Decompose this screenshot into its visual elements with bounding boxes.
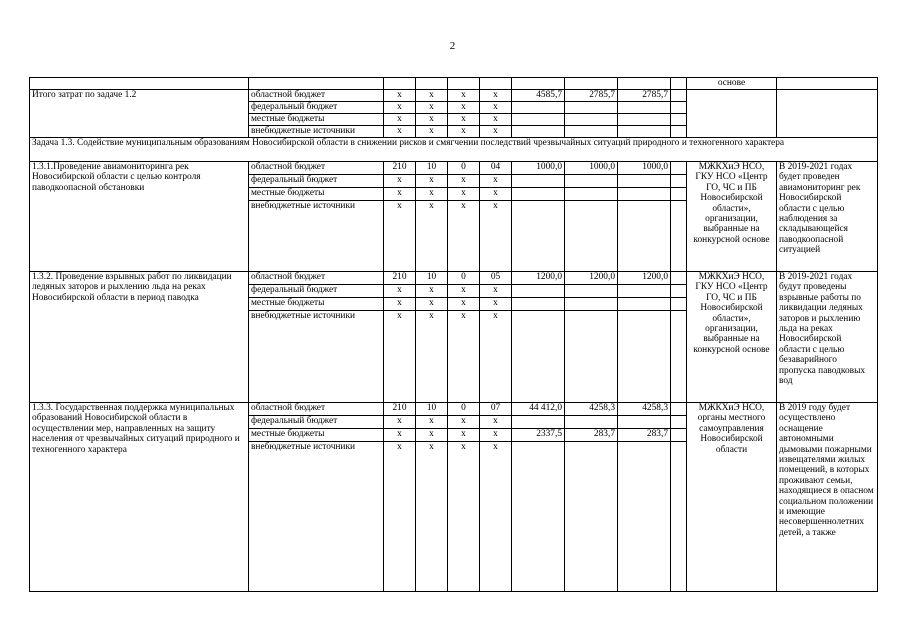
table-cell (384, 78, 416, 90)
total-label: Итого затрат по задаче 1.2 (30, 90, 249, 138)
source-cell: областной бюджет (249, 403, 384, 416)
table-row (30, 403, 878, 416)
budget-table (29, 77, 878, 592)
amount-cell (512, 416, 565, 429)
table-cell (671, 126, 687, 138)
amount-cell (565, 416, 618, 429)
amount-cell: 2785,7 (618, 90, 671, 102)
table-cell (671, 175, 687, 188)
table-cell (671, 114, 687, 126)
code-cell: х (416, 429, 448, 442)
code-cell: х (480, 175, 512, 188)
amount-cell (618, 114, 671, 126)
measure-name: 1.3.2. Проведение взрывных работ по ликвидации ледяных заторов и рыхлению льда на реках Новосибирской области в период паводка (30, 272, 249, 403)
code-cell: х (480, 188, 512, 201)
amount-cell (512, 188, 565, 201)
page-number: 2 (449, 40, 456, 52)
amount-cell: 4585,7 (512, 90, 565, 102)
source-cell: внебюджетные источники (249, 442, 384, 592)
amount-cell (565, 298, 618, 311)
code-cell: х (384, 175, 416, 188)
code-cell: х (480, 114, 512, 126)
table-row (30, 90, 878, 102)
table-cell (687, 90, 777, 138)
code-cell: х (416, 188, 448, 201)
amount-cell: 44 412,0 (512, 403, 565, 416)
amount-cell (512, 298, 565, 311)
amount-cell (618, 311, 671, 403)
code-cell: 210 (384, 162, 416, 175)
measure-name: 1.3.3. Государственная поддержка муниципальных образований Новосибирской области в осуществлении мер, направленных на защиту населения от чрезвычайных ситуаций природного и техногенного характера (30, 403, 249, 592)
table-cell (416, 78, 448, 90)
amount-cell (512, 442, 565, 592)
code-cell: х (416, 201, 448, 272)
amount-cell (565, 201, 618, 272)
code-cell: х (416, 416, 448, 429)
amount-cell: 1200,0 (512, 272, 565, 285)
code-cell: х (416, 102, 448, 114)
code-cell: х (480, 102, 512, 114)
code-cell: х (416, 90, 448, 102)
source-cell: федеральный бюджет (249, 175, 384, 188)
amount-cell: 1000,0 (565, 162, 618, 175)
amount-cell (618, 126, 671, 138)
responsible-cell: МЖКХиЭ НСО, ГКУ НСО «Центр ГО, ЧС и ПБ Новосибирской области», организации, выбранные на конкурсной основе (687, 162, 777, 272)
responsible-cell: МЖКХиЭ НСО, ГКУ НСО «Центр ГО, ЧС и ПБ Новосибирской области», организации, выбранные на конкурсной основе (687, 272, 777, 403)
code-cell: х (416, 311, 448, 403)
source-cell: местные бюджеты (249, 188, 384, 201)
table-cell (671, 298, 687, 311)
amount-cell (512, 285, 565, 298)
table-row (30, 272, 878, 285)
source-cell: внебюджетные источники (249, 126, 384, 138)
source-cell: федеральный бюджет (249, 416, 384, 429)
code-cell: 0 (448, 272, 480, 285)
code-cell: х (384, 201, 416, 272)
measure-name: 1.3.1.Проведение авиамониторинга рек Новосибирской области с целью контроля паводкоопасной обстановки (30, 162, 249, 272)
table-cell (671, 416, 687, 429)
table-row (30, 162, 878, 175)
source-cell: местные бюджеты (249, 429, 384, 442)
code-cell: х (416, 175, 448, 188)
code-cell: 0 (448, 162, 480, 175)
code-cell: х (448, 126, 480, 138)
code-cell: х (416, 442, 448, 592)
code-cell: х (416, 114, 448, 126)
code-cell: 210 (384, 272, 416, 285)
amount-cell (618, 285, 671, 298)
amount-cell (565, 175, 618, 188)
source-cell: местные бюджеты (249, 114, 384, 126)
source-cell: областной бюджет (249, 162, 384, 175)
table-cell (671, 403, 687, 416)
amount-cell (618, 102, 671, 114)
amount-cell (565, 311, 618, 403)
code-cell: х (448, 201, 480, 272)
amount-cell (565, 114, 618, 126)
table-cell (480, 78, 512, 90)
code-cell: 10 (416, 162, 448, 175)
amount-cell: 2785,7 (565, 90, 618, 102)
code-cell: х (448, 90, 480, 102)
amount-cell (565, 126, 618, 138)
amount-cell (512, 102, 565, 114)
code-cell: х (448, 298, 480, 311)
code-cell: х (384, 429, 416, 442)
code-cell: х (384, 126, 416, 138)
amount-cell (618, 416, 671, 429)
table-cell (671, 285, 687, 298)
code-cell: 07 (480, 403, 512, 416)
responsible-cell: основе (687, 78, 777, 90)
table-cell (671, 272, 687, 285)
amount-cell (565, 285, 618, 298)
table-cell (671, 162, 687, 175)
amount-cell (512, 126, 565, 138)
code-cell: х (384, 442, 416, 592)
amount-cell: 1000,0 (618, 162, 671, 175)
responsible-cell: МЖКХиЭ НСО, органы местного самоуправления Новосибирской области (687, 403, 777, 592)
code-cell: х (480, 126, 512, 138)
table-cell (671, 188, 687, 201)
code-cell: х (448, 102, 480, 114)
code-cell: х (480, 442, 512, 592)
result-cell: В 2019-2021 годах будут проведены взрывные работы по ликвидации ледяных заторов и рыхлению льда на реках Новосибирской области с целью безаварийного пропуска паводковых вод (777, 272, 878, 403)
amount-cell: 1200,0 (618, 272, 671, 285)
code-cell: х (384, 298, 416, 311)
amount-cell (618, 175, 671, 188)
table-row (30, 78, 878, 90)
amount-cell (512, 201, 565, 272)
amount-cell (618, 201, 671, 272)
code-cell: х (480, 285, 512, 298)
table-cell (448, 78, 480, 90)
code-cell: х (384, 114, 416, 126)
code-cell: х (448, 285, 480, 298)
table-cell (512, 78, 565, 90)
code-cell: х (480, 416, 512, 429)
source-cell: федеральный бюджет (249, 285, 384, 298)
source-cell: областной бюджет (249, 272, 384, 285)
table-cell (671, 311, 687, 403)
table-cell (249, 78, 384, 90)
code-cell: х (416, 126, 448, 138)
table-body (30, 78, 878, 592)
code-cell: х (416, 298, 448, 311)
amount-cell: 4258,3 (565, 403, 618, 416)
table-row (30, 138, 878, 162)
amount-cell (512, 114, 565, 126)
source-cell: местные бюджеты (249, 298, 384, 311)
code-cell: х (448, 311, 480, 403)
table-cell (565, 78, 618, 90)
table-cell (671, 429, 687, 442)
code-cell: 0 (448, 403, 480, 416)
code-cell: х (448, 416, 480, 429)
source-cell: федеральный бюджет (249, 102, 384, 114)
code-cell: х (384, 90, 416, 102)
amount-cell (565, 188, 618, 201)
table-cell (671, 78, 687, 90)
amount-cell: 1200,0 (565, 272, 618, 285)
code-cell: х (480, 90, 512, 102)
table-cell (30, 78, 249, 90)
source-cell: областной бюджет (249, 90, 384, 102)
amount-cell: 283,7 (618, 429, 671, 442)
amount-cell: 2337,5 (512, 429, 565, 442)
code-cell: 04 (480, 162, 512, 175)
table-cell (618, 78, 671, 90)
code-cell: х (448, 175, 480, 188)
source-cell: внебюджетные источники (249, 201, 384, 272)
table-cell (671, 102, 687, 114)
code-cell: х (480, 298, 512, 311)
table-cell (777, 78, 878, 90)
table-cell (671, 442, 687, 592)
code-cell: х (448, 188, 480, 201)
amount-cell (618, 188, 671, 201)
table-cell (777, 90, 878, 138)
amount-cell (565, 442, 618, 592)
amount-cell (512, 175, 565, 188)
code-cell: х (384, 416, 416, 429)
code-cell: х (384, 102, 416, 114)
source-cell: внебюджетные источники (249, 311, 384, 403)
amount-cell (618, 442, 671, 592)
amount-cell: 283,7 (565, 429, 618, 442)
amount-cell (618, 298, 671, 311)
amount-cell: 4258,3 (618, 403, 671, 416)
amount-cell (565, 102, 618, 114)
task-header: Задача 1.3. Содействие муниципальным образованиям Новосибирской области в снижении рисков и смягчении последствий чрезвычайных ситуаций природного и техногенного характера (30, 138, 878, 162)
result-cell: В 2019-2021 годах будет проведен авиамониторинг рек Новосибирской области с целью наблюдения за складывающейся паводкоопасной ситуацией (777, 162, 878, 272)
code-cell: х (448, 114, 480, 126)
code-cell: х (416, 285, 448, 298)
code-cell: 10 (416, 272, 448, 285)
code-cell: х (448, 429, 480, 442)
table-cell (671, 90, 687, 102)
code-cell: 10 (416, 403, 448, 416)
code-cell: 210 (384, 403, 416, 416)
code-cell: х (384, 311, 416, 403)
code-cell: х (448, 442, 480, 592)
code-cell: х (384, 188, 416, 201)
code-cell: х (384, 285, 416, 298)
code-cell: х (480, 201, 512, 272)
code-cell: х (480, 429, 512, 442)
amount-cell (512, 311, 565, 403)
table-cell (671, 201, 687, 272)
code-cell: х (480, 311, 512, 403)
amount-cell: 1000,0 (512, 162, 565, 175)
code-cell: 05 (480, 272, 512, 285)
result-cell: В 2019 году будет осуществлено оснащение автономными дымовыми пожарными извещателями жилых помещений, в которых проживают семьи, находящиеся в опасном социальном положении и имеющие несовершеннолетних детей, а также (777, 403, 878, 592)
